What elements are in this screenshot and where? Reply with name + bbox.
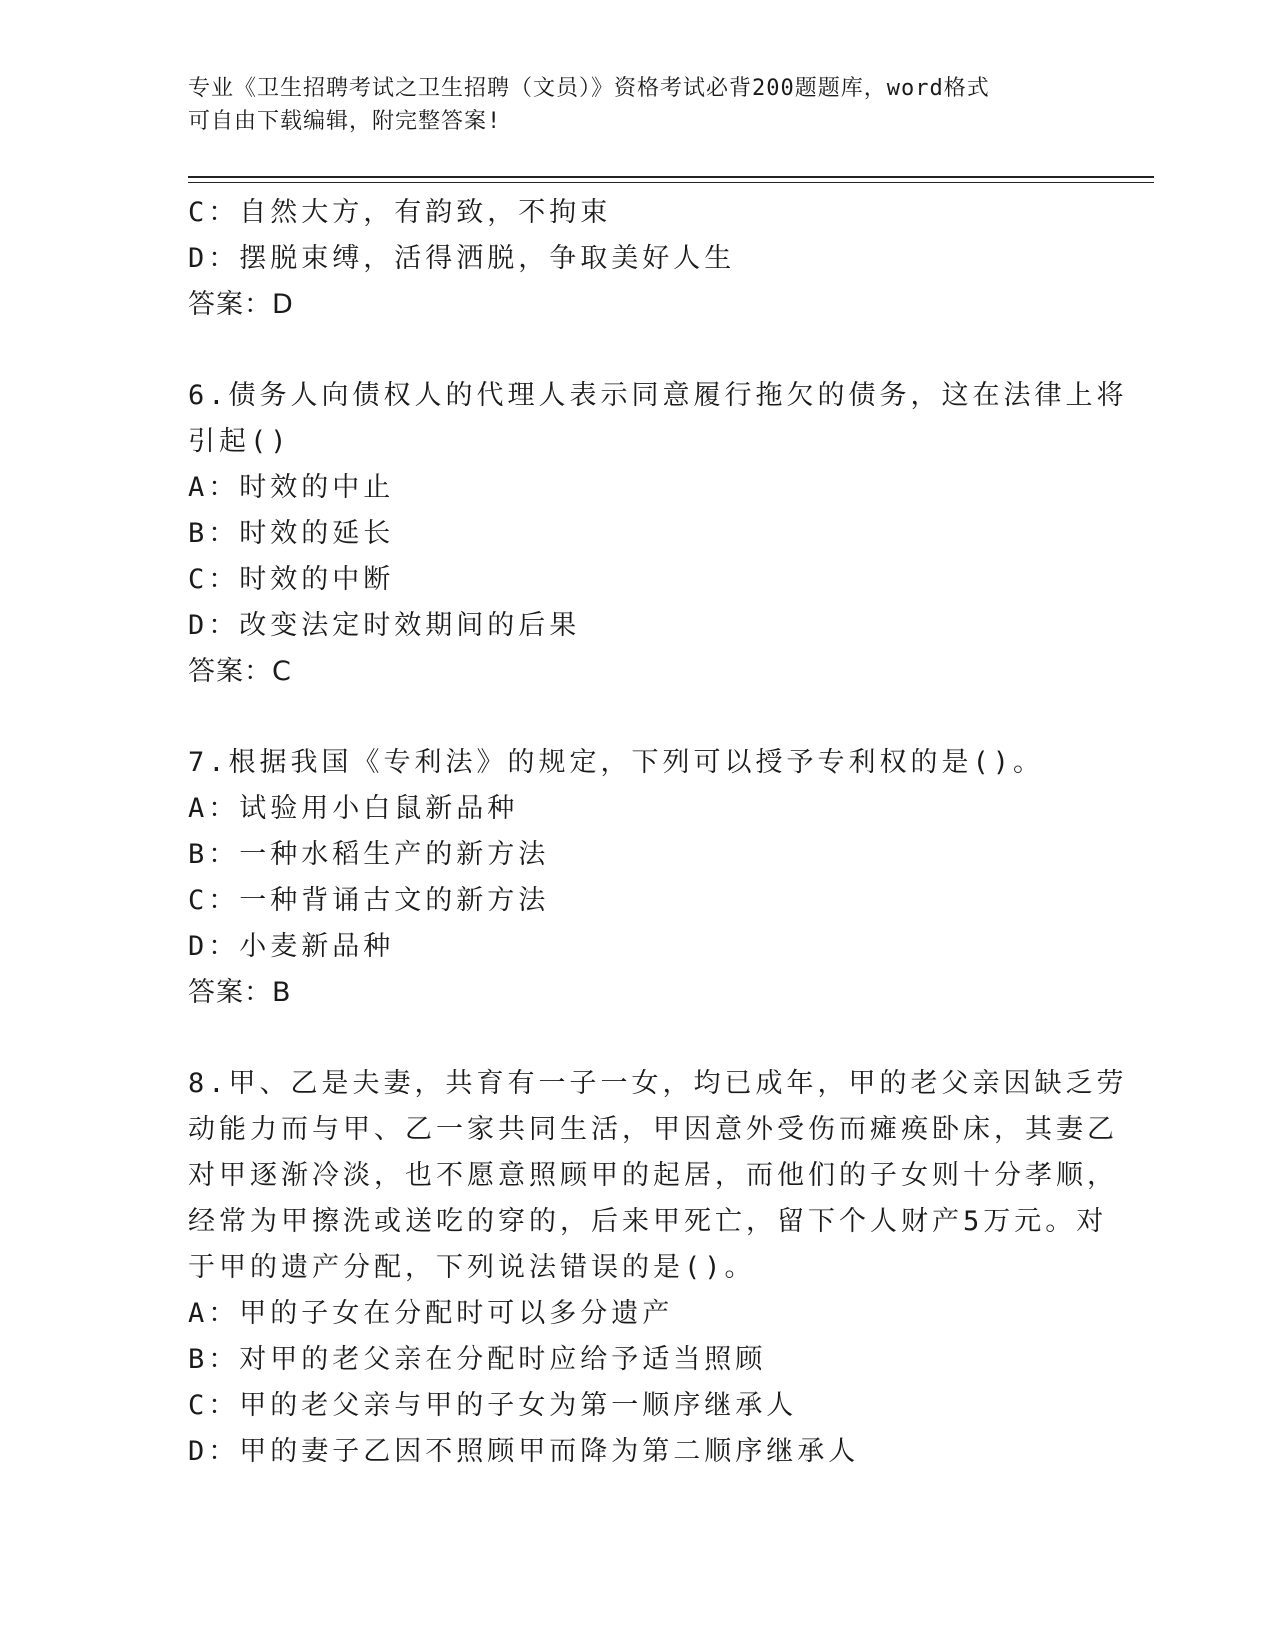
question-8 <box>188 1061 1128 1475</box>
option-d: D：改变法定时效期间的后果 <box>188 610 581 641</box>
answer-line: 答案：D <box>188 289 294 320</box>
header-rule-thin <box>188 182 1154 183</box>
option-c: C：时效的中断 <box>188 564 395 595</box>
header-rule-thick <box>188 176 1154 178</box>
option-b: B：一种水稻生产的新方法 <box>188 839 550 870</box>
stem-line: 对甲逐渐冷淡，也不愿意照顾甲的起居，而他们的子女则十分孝顺， <box>188 1160 1118 1191</box>
option-d: D：小麦新品种 <box>188 931 395 962</box>
answer-line: 答案：B <box>188 977 292 1008</box>
stem-line: 引起() <box>188 426 291 457</box>
header-title-line-1: 专业《卫生招聘考试之卫生招聘（文员）》资格考试必背200题题库，word格式 <box>188 76 990 101</box>
question-stem <box>188 1061 1128 1291</box>
option-b: B：时效的延长 <box>188 518 395 549</box>
stem-line: 经常为甲擦洗或送吃的穿的，后来甲死亡，留下个人财产5万元。对 <box>188 1206 1108 1237</box>
option-c: C：一种背诵古文的新方法 <box>188 885 550 916</box>
stem-line: 动能力而与甲、乙一家共同生活，甲因意外受伤而瘫痪卧床，其妻乙 <box>188 1114 1118 1145</box>
spacer <box>188 695 1068 740</box>
stem-line: 于甲的遗产分配，下列说法错误的是()。 <box>188 1252 756 1283</box>
question-stem <box>188 373 1128 465</box>
option-a: A：时效的中止 <box>188 472 395 503</box>
stem-line: 7.根据我国《专利法》的规定，下列可以授予专利权的是()。 <box>188 747 1045 778</box>
option-a: A：甲的子女在分配时可以多分遗产 <box>188 1298 674 1329</box>
document-header <box>188 72 1068 138</box>
answer-line: 答案：C <box>188 656 292 687</box>
header-title-line-2: 可自由下载编辑，附完整答案! <box>188 109 502 134</box>
question-6 <box>188 373 1128 695</box>
option-c: C：自然大方，有韵致，不拘束 <box>188 197 612 228</box>
question-7 <box>188 740 1068 1016</box>
option-c: C：甲的老父亲与甲的子女为第一顺序继承人 <box>188 1390 798 1421</box>
question-5-continuation <box>188 190 1068 328</box>
question-stem <box>188 740 1068 786</box>
option-b: B：对甲的老父亲在分配时应给予适当照顾 <box>188 1344 767 1375</box>
option-d: D：摆脱束缚，活得洒脱，争取美好人生 <box>188 243 736 274</box>
spacer <box>188 328 1068 373</box>
option-d: D：甲的妻子乙因不照顾甲而降为第二顺序继承人 <box>188 1436 860 1467</box>
question-content <box>188 190 1128 1475</box>
spacer <box>188 1016 1068 1061</box>
option-a: A：试验用小白鼠新品种 <box>188 793 519 824</box>
stem-line: 6.债务人向债权人的代理人表示同意履行拖欠的债务，这在法律上将 <box>188 380 1128 411</box>
stem-line: 8.甲、乙是夫妻，共育有一子一女，均已成年，甲的老父亲因缺乏劳 <box>188 1068 1128 1099</box>
